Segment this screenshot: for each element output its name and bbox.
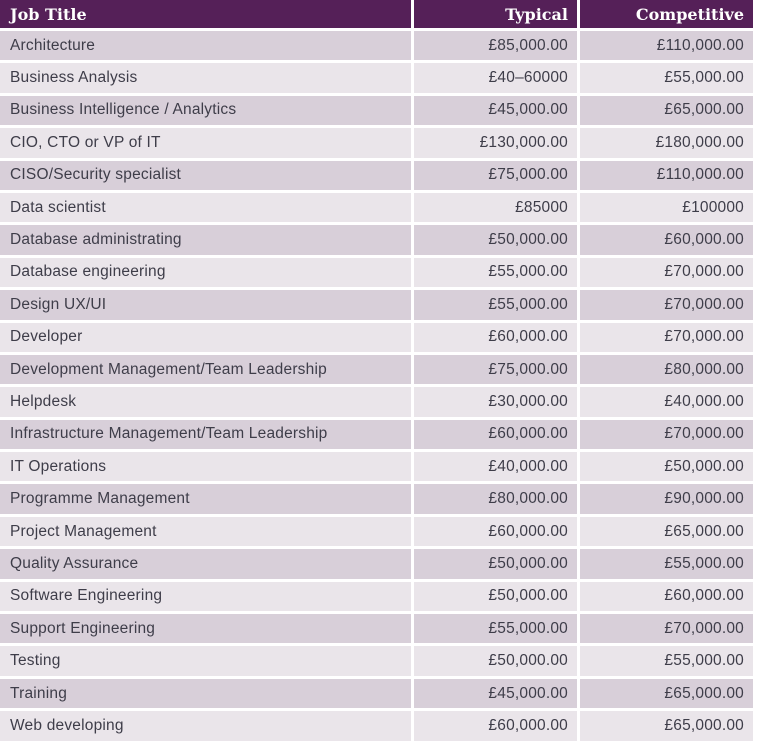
job-title-cell: Business Intelligence / Analytics	[0, 96, 411, 125]
typical-salary-cell: £85000	[414, 193, 577, 222]
table-row	[0, 484, 753, 513]
typical-salary-cell: £75,000.00	[414, 161, 577, 190]
job-title-cell: IT Operations	[0, 452, 411, 481]
table-row	[0, 646, 753, 675]
typical-salary-cell: £60,000.00	[414, 711, 577, 740]
column-header-competitive: Competitive	[580, 0, 753, 28]
typical-salary-cell: £60,000.00	[414, 323, 577, 352]
job-title-cell: Development Management/Team Leadership	[0, 355, 411, 384]
competitive-salary-cell: £55,000.00	[580, 646, 753, 675]
job-title-cell: CISO/Security specialist	[0, 161, 411, 190]
job-title-cell: Programme Management	[0, 484, 411, 513]
table-row	[0, 387, 753, 416]
table-row	[0, 31, 753, 60]
typical-salary-cell: £50,000.00	[414, 646, 577, 675]
typical-salary-cell: £85,000.00	[414, 31, 577, 60]
job-title-cell: Web developing	[0, 711, 411, 740]
job-title-cell: Database engineering	[0, 258, 411, 287]
typical-salary-cell: £55,000.00	[414, 290, 577, 319]
typical-salary-cell: £60,000.00	[414, 420, 577, 449]
competitive-salary-cell: £40,000.00	[580, 387, 753, 416]
typical-salary-cell: £50,000.00	[414, 582, 577, 611]
table-row	[0, 258, 753, 287]
job-title-cell: Architecture	[0, 31, 411, 60]
table-row	[0, 63, 753, 92]
table-row	[0, 290, 753, 319]
typical-salary-cell: £60,000.00	[414, 517, 577, 546]
job-title-cell: Data scientist	[0, 193, 411, 222]
table-row	[0, 225, 753, 254]
table-row	[0, 128, 753, 157]
job-title-cell: Developer	[0, 323, 411, 352]
job-title-cell: Helpdesk	[0, 387, 411, 416]
typical-salary-cell: £130,000.00	[414, 128, 577, 157]
typical-salary-cell: £55,000.00	[414, 258, 577, 287]
job-title-cell: Database administrating	[0, 225, 411, 254]
job-title-cell: Testing	[0, 646, 411, 675]
competitive-salary-cell: £110,000.00	[580, 161, 753, 190]
table-row	[0, 549, 753, 578]
typical-salary-cell: £40,000.00	[414, 452, 577, 481]
typical-salary-cell: £75,000.00	[414, 355, 577, 384]
typical-salary-cell: £40–60000	[414, 63, 577, 92]
table-row	[0, 711, 753, 740]
job-title-cell: Design UX/UI	[0, 290, 411, 319]
competitive-salary-cell: £70,000.00	[580, 258, 753, 287]
typical-salary-cell: £45,000.00	[414, 679, 577, 708]
typical-salary-cell: £80,000.00	[414, 484, 577, 513]
table-header-row	[0, 0, 753, 28]
competitive-salary-cell: £50,000.00	[580, 452, 753, 481]
competitive-salary-cell: £55,000.00	[580, 63, 753, 92]
competitive-salary-cell: £65,000.00	[580, 96, 753, 125]
job-title-cell: Quality Assurance	[0, 549, 411, 578]
table-row	[0, 96, 753, 125]
typical-salary-cell: £30,000.00	[414, 387, 577, 416]
competitive-salary-cell: £70,000.00	[580, 614, 753, 643]
column-header-job-title: Job Title	[0, 0, 411, 28]
table-body	[0, 31, 753, 741]
competitive-salary-cell: £55,000.00	[580, 549, 753, 578]
typical-salary-cell: £45,000.00	[414, 96, 577, 125]
competitive-salary-cell: £60,000.00	[580, 225, 753, 254]
job-title-cell: Project Management	[0, 517, 411, 546]
table-row	[0, 517, 753, 546]
competitive-salary-cell: £70,000.00	[580, 323, 753, 352]
job-title-cell: Software Engineering	[0, 582, 411, 611]
typical-salary-cell: £50,000.00	[414, 549, 577, 578]
typical-salary-cell: £50,000.00	[414, 225, 577, 254]
competitive-salary-cell: £60,000.00	[580, 582, 753, 611]
job-title-cell: Training	[0, 679, 411, 708]
competitive-salary-cell: £65,000.00	[580, 679, 753, 708]
competitive-salary-cell: £70,000.00	[580, 290, 753, 319]
job-title-cell: Support Engineering	[0, 614, 411, 643]
job-title-cell: CIO, CTO or VP of IT	[0, 128, 411, 157]
job-title-cell: Business Analysis	[0, 63, 411, 92]
table-row	[0, 679, 753, 708]
competitive-salary-cell: £65,000.00	[580, 517, 753, 546]
competitive-salary-cell: £110,000.00	[580, 31, 753, 60]
table-row	[0, 582, 753, 611]
typical-salary-cell: £55,000.00	[414, 614, 577, 643]
table-row	[0, 161, 753, 190]
table-row	[0, 323, 753, 352]
job-title-cell: Infrastructure Management/Team Leadership	[0, 420, 411, 449]
table-row	[0, 452, 753, 481]
table-row	[0, 420, 753, 449]
table-row	[0, 355, 753, 384]
table-row	[0, 193, 753, 222]
competitive-salary-cell: £100000	[580, 193, 753, 222]
competitive-salary-cell: £180,000.00	[580, 128, 753, 157]
column-header-typical: Typical	[414, 0, 577, 28]
table-row	[0, 614, 753, 643]
competitive-salary-cell: £65,000.00	[580, 711, 753, 740]
competitive-salary-cell: £70,000.00	[580, 420, 753, 449]
competitive-salary-cell: £90,000.00	[580, 484, 753, 513]
competitive-salary-cell: £80,000.00	[580, 355, 753, 384]
